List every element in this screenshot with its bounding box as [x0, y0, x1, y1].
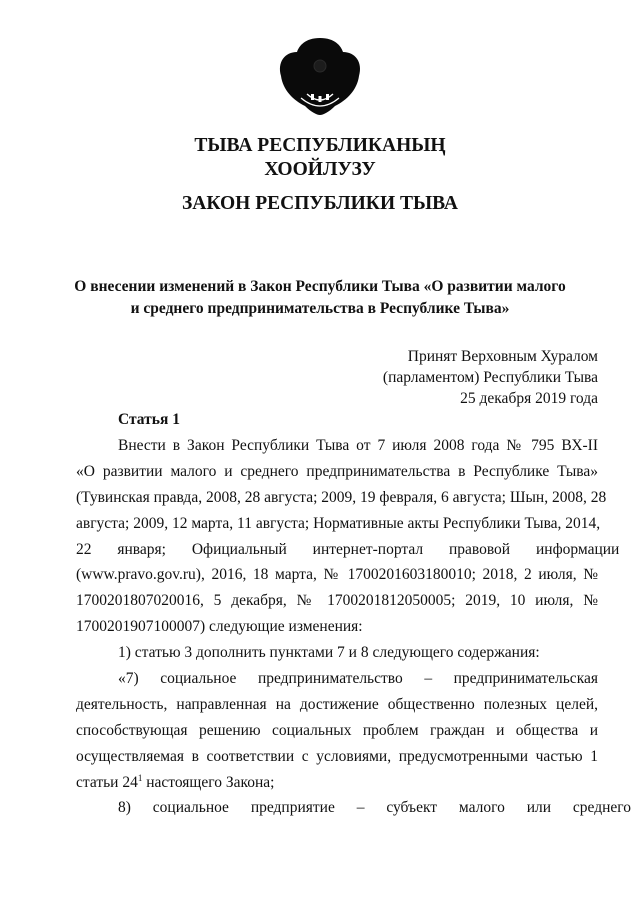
republic-title-tuvan: [0, 134, 640, 182]
quote-line: «7) социальное предпринимательство – предпринимательская: [118, 670, 598, 688]
article-reference: статьи 24: [76, 773, 138, 791]
adoption-block: [383, 346, 598, 409]
quote-item-8: 8) социальное предприятие – субъект малого или среднего: [118, 799, 632, 817]
article-superscript: 1: [137, 772, 143, 783]
quote-line: осуществляемая в соответствии с условиями, предусмотренными частью 1: [76, 747, 598, 765]
law-title: ЗАКОН РЕСПУБЛИКИ ТЫВА: [181, 193, 459, 214]
quote-line-last: [76, 770, 598, 796]
adoption-date: 25 декабря 2019 года: [460, 390, 598, 407]
paragraph-line: «О развитии малого и среднего предпринимательства в Республике Тыва»: [76, 462, 598, 480]
law-subject: [0, 276, 640, 320]
article-heading: Статья 1: [118, 411, 180, 428]
paragraph-line: августа; 2009, 12 марта, 11 августа; Нормативные акты Республики Тыва, 2014,: [76, 514, 601, 532]
paragraph-line: 1700201907100007) следующие изменения:: [76, 618, 363, 636]
amendment-item-1: 1) статью 3 дополнить пунктами 7 и 8 следующего содержания:: [118, 644, 540, 662]
law-subject-line2: и среднего предпринимательства в Республике Тыва»: [130, 300, 510, 317]
paragraph-line: 1700201807020016, 5 декабря, № 1700201812050005; 2019, 10 июля, №: [76, 592, 598, 610]
republic-title-line2: ХООЙЛУЗУ: [264, 159, 376, 180]
quote-line-tail: настоящего Закона;: [142, 773, 275, 791]
article-body: [76, 433, 632, 821]
coat-of-arms-emblem: [277, 36, 363, 116]
paragraph-line: (Тувинская правда, 2008, 28 августа; 2009, 19 февраля, 6 августа; Шын, 2008, 28: [76, 488, 607, 506]
law-subject-line1: О внесении изменений в Закон Республики Тыва «О развитии малого: [74, 278, 566, 295]
quote-line: способствующая решению социальных проблем граждан и общества и: [76, 721, 598, 739]
adoption-line1: Принят Верховным Хуралом: [407, 348, 598, 365]
paragraph-line: 22 января; Официальный интернет-портал правовой информации: [76, 540, 620, 558]
quote-line: деятельность, направленная на достижение общественно полезных целей,: [76, 695, 598, 713]
republic-title-line1: ТЫВА РЕСПУБЛИКАНЫҢ: [194, 135, 446, 156]
paragraph-line: (www.pravo.gov.ru), 2016, 18 марта, № 1700201603180010; 2018, 2 июля, №: [76, 566, 598, 584]
paragraph-line: Внести в Закон Республики Тыва от 7 июля 2008 года № 795 ВХ-II: [118, 437, 598, 454]
adoption-line2: (парламентом) Республики Тыва: [382, 369, 598, 386]
